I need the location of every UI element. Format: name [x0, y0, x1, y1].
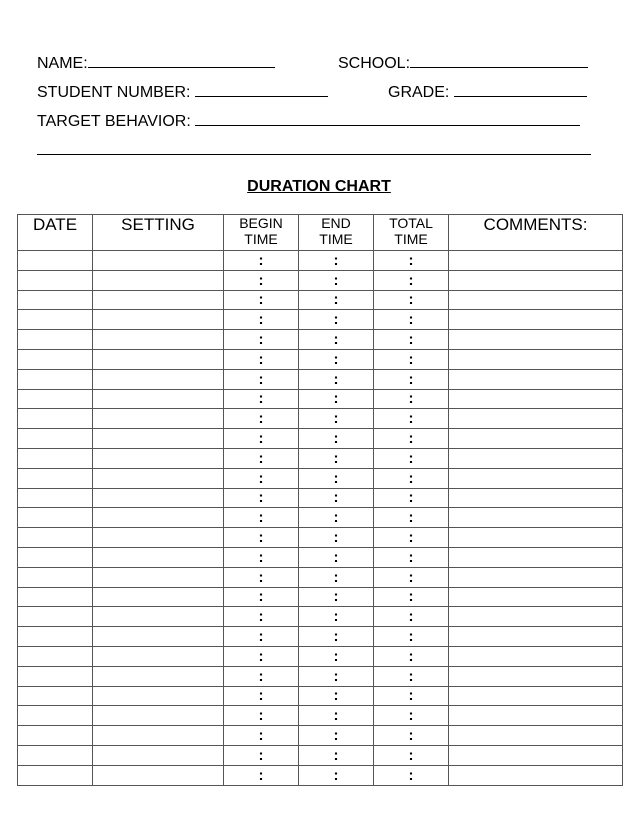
begin-time-cell[interactable]: :	[224, 290, 299, 310]
end-time-cell[interactable]: :	[299, 508, 374, 528]
end-time-cell[interactable]: :	[299, 646, 374, 666]
begin-time-cell[interactable]: :	[224, 310, 299, 330]
total-time-cell[interactable]: :	[374, 310, 449, 330]
setting-cell[interactable]	[93, 310, 224, 330]
table-row	[18, 547, 623, 567]
setting-cell[interactable]	[93, 349, 224, 369]
table-row	[18, 607, 623, 627]
end-time-cell[interactable]: :	[299, 567, 374, 587]
table-row	[18, 765, 623, 785]
comments-cell[interactable]	[449, 330, 623, 350]
setting-cell[interactable]	[93, 270, 224, 290]
setting-cell[interactable]	[93, 330, 224, 350]
end-time-cell[interactable]: :	[299, 468, 374, 488]
setting-cell[interactable]	[93, 587, 224, 607]
table-row	[18, 567, 623, 587]
end-time-cell[interactable]: :	[299, 666, 374, 686]
total-time-cell[interactable]: :	[374, 488, 449, 508]
name-blank[interactable]	[88, 53, 275, 68]
setting-cell[interactable]	[93, 290, 224, 310]
begin-time-cell[interactable]: :	[224, 706, 299, 726]
begin-time-cell[interactable]: :	[224, 528, 299, 548]
end-time-cell[interactable]: :	[299, 488, 374, 508]
total-time-cell[interactable]: :	[374, 330, 449, 350]
date-cell[interactable]	[18, 488, 93, 508]
begin-time-cell[interactable]: :	[224, 508, 299, 528]
total-time-cell[interactable]: :	[374, 587, 449, 607]
comments-cell[interactable]	[449, 765, 623, 785]
column-header-begin-time: BEGIN TIME	[224, 215, 299, 251]
setting-cell[interactable]	[93, 627, 224, 647]
begin-time-cell[interactable]: :	[224, 686, 299, 706]
end-time-cell[interactable]: :	[299, 369, 374, 389]
total-time-cell[interactable]: :	[374, 646, 449, 666]
comments-cell[interactable]	[449, 290, 623, 310]
date-cell[interactable]	[18, 369, 93, 389]
header-row	[18, 215, 623, 251]
begin-time-cell[interactable]: :	[224, 646, 299, 666]
end-time-cell[interactable]: :	[299, 290, 374, 310]
grade-label: GRADE:	[388, 84, 450, 101]
setting-cell[interactable]	[93, 706, 224, 726]
table-row	[18, 666, 623, 686]
comments-cell[interactable]	[449, 646, 623, 666]
date-cell[interactable]	[18, 270, 93, 290]
begin-time-cell[interactable]: :	[224, 726, 299, 746]
comments-cell[interactable]	[449, 686, 623, 706]
end-time-cell[interactable]: :	[299, 429, 374, 449]
target-behavior-continuation-line[interactable]	[37, 154, 591, 155]
setting-cell[interactable]	[93, 666, 224, 686]
grade-field	[388, 82, 587, 102]
duration-table	[17, 214, 623, 786]
setting-cell[interactable]	[93, 409, 224, 429]
table-row	[18, 349, 623, 369]
comments-cell[interactable]	[449, 567, 623, 587]
setting-cell[interactable]	[93, 646, 224, 666]
table-row	[18, 488, 623, 508]
comments-cell[interactable]	[449, 448, 623, 468]
date-cell[interactable]	[18, 706, 93, 726]
comments-cell[interactable]	[449, 251, 623, 271]
comments-cell[interactable]	[449, 627, 623, 647]
setting-cell[interactable]	[93, 369, 224, 389]
total-time-cell[interactable]: :	[374, 349, 449, 369]
table-row	[18, 290, 623, 310]
total-time-cell[interactable]: :	[374, 508, 449, 528]
target-behavior-label: TARGET BEHAVIOR:	[37, 113, 191, 130]
comments-cell[interactable]	[449, 666, 623, 686]
school-field	[338, 53, 588, 73]
date-cell[interactable]	[18, 567, 93, 587]
school-blank[interactable]	[410, 53, 588, 68]
date-cell[interactable]	[18, 726, 93, 746]
end-time-cell[interactable]: :	[299, 349, 374, 369]
date-cell[interactable]	[18, 290, 93, 310]
end-time-cell[interactable]: :	[299, 389, 374, 409]
table-row	[18, 448, 623, 468]
setting-cell[interactable]	[93, 547, 224, 567]
table-row	[18, 409, 623, 429]
setting-cell[interactable]	[93, 429, 224, 449]
comments-cell[interactable]	[449, 310, 623, 330]
setting-cell[interactable]	[93, 686, 224, 706]
begin-time-cell[interactable]: :	[224, 409, 299, 429]
begin-time-cell[interactable]: :	[224, 468, 299, 488]
date-cell[interactable]	[18, 646, 93, 666]
total-time-cell[interactable]: :	[374, 627, 449, 647]
begin-time-cell[interactable]: :	[224, 765, 299, 785]
comments-cell[interactable]	[449, 409, 623, 429]
total-time-cell[interactable]: :	[374, 448, 449, 468]
end-time-cell[interactable]: :	[299, 528, 374, 548]
begin-time-cell[interactable]: :	[224, 349, 299, 369]
column-header-total-time: TOTAL TIME	[374, 215, 449, 251]
setting-cell[interactable]	[93, 745, 224, 765]
setting-cell[interactable]	[93, 448, 224, 468]
student-number-blank[interactable]	[195, 82, 328, 97]
comments-cell[interactable]	[449, 468, 623, 488]
date-cell[interactable]	[18, 547, 93, 567]
comments-cell[interactable]	[449, 745, 623, 765]
total-time-cell[interactable]: :	[374, 389, 449, 409]
date-cell[interactable]	[18, 310, 93, 330]
comments-cell[interactable]	[449, 270, 623, 290]
date-cell[interactable]	[18, 389, 93, 409]
column-header-date: DATE	[18, 215, 93, 251]
setting-cell[interactable]	[93, 468, 224, 488]
name-field	[37, 53, 275, 73]
table-row	[18, 726, 623, 746]
end-time-cell[interactable]: :	[299, 409, 374, 429]
setting-cell[interactable]	[93, 765, 224, 785]
total-time-cell[interactable]: :	[374, 369, 449, 389]
total-time-cell[interactable]: :	[374, 567, 449, 587]
end-time-cell[interactable]: :	[299, 726, 374, 746]
chart-title: DURATION CHART	[247, 178, 391, 195]
begin-time-cell[interactable]: :	[224, 547, 299, 567]
table-row	[18, 330, 623, 350]
setting-cell[interactable]	[93, 607, 224, 627]
table-row	[18, 627, 623, 647]
end-time-cell[interactable]: :	[299, 706, 374, 726]
date-cell[interactable]	[18, 330, 93, 350]
setting-cell[interactable]	[93, 528, 224, 548]
setting-cell[interactable]	[93, 488, 224, 508]
begin-time-cell[interactable]: :	[224, 369, 299, 389]
total-time-cell[interactable]: :	[374, 468, 449, 488]
date-cell[interactable]	[18, 508, 93, 528]
date-cell[interactable]	[18, 587, 93, 607]
table-row	[18, 587, 623, 607]
begin-time-cell[interactable]: :	[224, 627, 299, 647]
begin-time-cell[interactable]: :	[224, 745, 299, 765]
table-row	[18, 310, 623, 330]
date-cell[interactable]	[18, 666, 93, 686]
table-row	[18, 251, 623, 271]
date-cell[interactable]	[18, 528, 93, 548]
comments-cell[interactable]	[449, 547, 623, 567]
begin-time-cell[interactable]: :	[224, 607, 299, 627]
table-row	[18, 706, 623, 726]
table-row	[18, 429, 623, 449]
column-header-comments: COMMENTS:	[449, 215, 623, 251]
begin-time-cell[interactable]: :	[224, 270, 299, 290]
end-time-cell[interactable]: :	[299, 251, 374, 271]
end-time-cell[interactable]: :	[299, 587, 374, 607]
total-time-cell[interactable]: :	[374, 765, 449, 785]
begin-time-cell[interactable]: :	[224, 448, 299, 468]
end-time-cell[interactable]: :	[299, 686, 374, 706]
date-cell[interactable]	[18, 686, 93, 706]
target-behavior-blank[interactable]	[195, 111, 580, 126]
comments-cell[interactable]	[449, 706, 623, 726]
date-cell[interactable]	[18, 607, 93, 627]
end-time-cell[interactable]: :	[299, 607, 374, 627]
date-cell[interactable]	[18, 627, 93, 647]
end-time-cell[interactable]: :	[299, 448, 374, 468]
end-time-cell[interactable]: :	[299, 547, 374, 567]
begin-time-cell[interactable]: :	[224, 666, 299, 686]
comments-cell[interactable]	[449, 607, 623, 627]
total-time-cell[interactable]: :	[374, 706, 449, 726]
target-behavior-field	[37, 111, 580, 131]
date-cell[interactable]	[18, 409, 93, 429]
total-time-cell[interactable]: :	[374, 686, 449, 706]
total-time-cell[interactable]: :	[374, 270, 449, 290]
date-cell[interactable]	[18, 429, 93, 449]
comments-cell[interactable]	[449, 488, 623, 508]
total-time-cell[interactable]: :	[374, 251, 449, 271]
total-time-cell[interactable]: :	[374, 547, 449, 567]
begin-time-cell[interactable]: :	[224, 587, 299, 607]
end-time-cell[interactable]: :	[299, 270, 374, 290]
comments-cell[interactable]	[449, 528, 623, 548]
end-time-cell[interactable]: :	[299, 330, 374, 350]
end-time-cell[interactable]: :	[299, 745, 374, 765]
setting-cell[interactable]	[93, 508, 224, 528]
setting-cell[interactable]	[93, 251, 224, 271]
table-row	[18, 270, 623, 290]
setting-cell[interactable]	[93, 567, 224, 587]
begin-time-cell[interactable]: :	[224, 389, 299, 409]
comments-cell[interactable]	[449, 587, 623, 607]
student-number-label: STUDENT NUMBER:	[37, 84, 191, 101]
comments-cell[interactable]	[449, 726, 623, 746]
date-cell[interactable]	[18, 468, 93, 488]
table-row	[18, 508, 623, 528]
comments-cell[interactable]	[449, 389, 623, 409]
total-time-cell[interactable]: :	[374, 726, 449, 746]
comments-cell[interactable]	[449, 369, 623, 389]
table-body	[18, 251, 623, 786]
student-number-field	[37, 82, 328, 102]
setting-cell[interactable]	[93, 726, 224, 746]
end-time-cell[interactable]: :	[299, 765, 374, 785]
total-time-cell[interactable]: :	[374, 745, 449, 765]
total-time-cell[interactable]: :	[374, 290, 449, 310]
total-time-cell[interactable]: :	[374, 607, 449, 627]
date-cell[interactable]	[18, 745, 93, 765]
table-row	[18, 745, 623, 765]
total-time-cell[interactable]: :	[374, 666, 449, 686]
setting-cell[interactable]	[93, 389, 224, 409]
comments-cell[interactable]	[449, 508, 623, 528]
total-time-cell[interactable]: :	[374, 429, 449, 449]
table-row	[18, 528, 623, 548]
table-row	[18, 468, 623, 488]
begin-time-cell[interactable]: :	[224, 567, 299, 587]
comments-cell[interactable]	[449, 429, 623, 449]
grade-blank[interactable]	[454, 82, 587, 97]
table-row	[18, 389, 623, 409]
begin-time-cell[interactable]: :	[224, 488, 299, 508]
column-header-end-time: END TIME	[299, 215, 374, 251]
total-time-cell[interactable]: :	[374, 528, 449, 548]
school-label: SCHOOL:	[338, 55, 411, 72]
total-time-cell[interactable]: :	[374, 409, 449, 429]
end-time-cell[interactable]: :	[299, 627, 374, 647]
begin-time-cell[interactable]: :	[224, 330, 299, 350]
table-row	[18, 369, 623, 389]
date-cell[interactable]	[18, 448, 93, 468]
name-label: NAME:	[37, 55, 88, 72]
table-row	[18, 686, 623, 706]
begin-time-cell[interactable]: :	[224, 251, 299, 271]
column-header-setting: SETTING	[93, 215, 224, 251]
begin-time-cell[interactable]: :	[224, 429, 299, 449]
table-row	[18, 646, 623, 666]
date-cell[interactable]	[18, 765, 93, 785]
end-time-cell[interactable]: :	[299, 310, 374, 330]
date-cell[interactable]	[18, 251, 93, 271]
date-cell[interactable]	[18, 349, 93, 369]
comments-cell[interactable]	[449, 349, 623, 369]
